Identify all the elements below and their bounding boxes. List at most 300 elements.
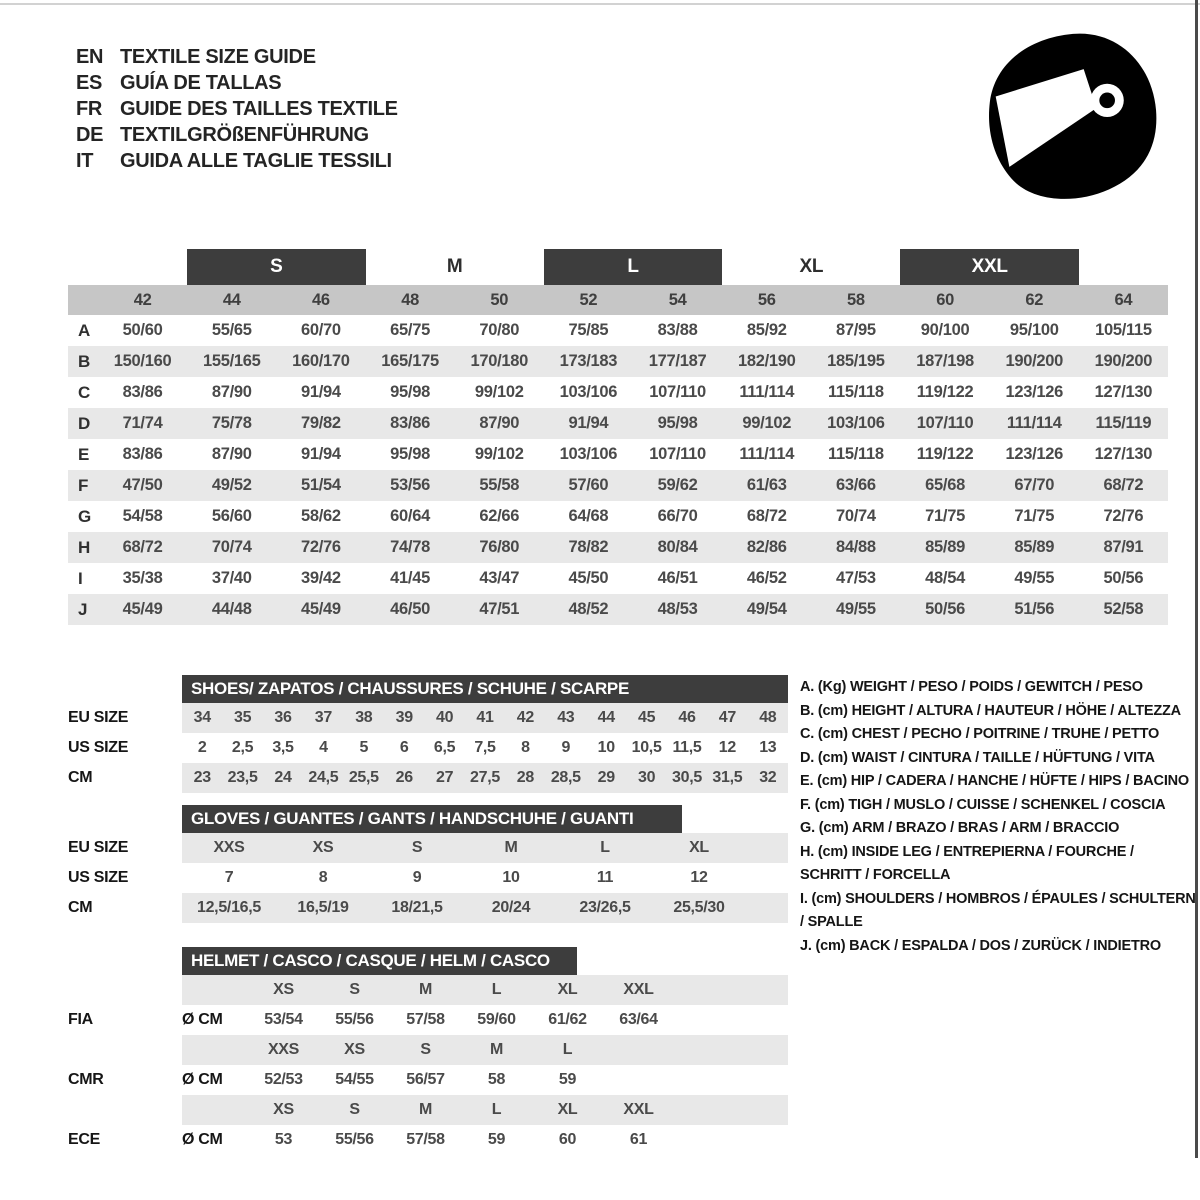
table-cell: 61/62 (548, 1011, 587, 1028)
table-cell: 68/72 (122, 538, 163, 556)
table-cell: S (420, 1041, 431, 1058)
table-cell: 62/66 (479, 507, 520, 525)
row-values (182, 1125, 788, 1155)
row-prefix: Ø CM (182, 1071, 223, 1088)
table-cell: 55/58 (479, 476, 520, 494)
language-line (76, 44, 398, 70)
footwear-gloves-helmet-tables (68, 675, 788, 1155)
row-label (68, 975, 182, 1005)
table-cell: 57/58 (406, 1011, 445, 1028)
language-code: ES (76, 72, 103, 94)
table-cell: 111/114 (739, 383, 795, 401)
table-cell: M (489, 1041, 504, 1058)
table-cell: 87/90 (479, 414, 520, 432)
size-number: 46 (312, 291, 330, 309)
size-number: 58 (847, 291, 865, 309)
table-cell: 9 (412, 869, 422, 886)
table-cell: 12 (690, 869, 708, 886)
table-cell: L (491, 981, 502, 998)
table-cell: 185/195 (827, 352, 885, 370)
row-label: CM (68, 899, 93, 916)
table-cell: 52/53 (264, 1071, 303, 1088)
table-cell: 107/110 (649, 445, 706, 463)
row-letter: J (78, 600, 88, 619)
table-cell: 105/115 (1095, 321, 1152, 339)
table-cell: 24 (274, 769, 292, 786)
size-group-xxl: XXL (900, 249, 1078, 285)
table-cell: 58/62 (301, 507, 341, 525)
measurement-row-a (68, 315, 1168, 346)
table-cell: 48/52 (568, 600, 609, 618)
table-cell: 75/78 (211, 414, 252, 432)
language-line (76, 122, 398, 148)
table-cell: 60/70 (301, 321, 341, 339)
table-cell: 190/200 (1005, 352, 1064, 370)
table-cell: 60/64 (390, 507, 430, 525)
table-cell: 49/55 (1014, 569, 1055, 587)
table-cell: 46/52 (746, 569, 787, 587)
gloves-size-table (68, 805, 788, 923)
table-cell: 59/60 (477, 1011, 516, 1028)
size-number: 50 (490, 291, 509, 309)
table-cell: 30,5 (672, 769, 702, 786)
table-cell: L (600, 839, 610, 856)
row-label: CMR (68, 1071, 104, 1088)
table-cell: 91/94 (301, 383, 341, 401)
table-cell: 127/130 (1094, 383, 1153, 401)
row-prefix (182, 975, 248, 1005)
table-cell: 70/74 (211, 538, 252, 556)
table-cell: 43/47 (479, 569, 520, 587)
row-letter: I (78, 569, 83, 588)
table-cell: 12,5/16,5 (196, 899, 262, 916)
table-cell: 10 (502, 869, 520, 886)
table-cell: 11 (596, 869, 614, 886)
table-cell: 12 (718, 739, 736, 756)
size-number: 42 (133, 291, 152, 309)
table-cell: 51/56 (1014, 600, 1055, 618)
table-cell: 16,5/19 (297, 899, 349, 916)
table-cell: 28,5 (550, 769, 581, 786)
table-cell: 3,5 (272, 739, 294, 756)
shoes-size-table (68, 675, 788, 793)
corner-cell (68, 285, 98, 315)
row-letter: D (78, 414, 90, 433)
row-label: EU SIZE (68, 839, 129, 856)
table-cell: 45 (637, 709, 656, 726)
table-cell: 190/200 (1094, 352, 1153, 370)
table-row (68, 1005, 788, 1035)
table-cell: 2 (197, 739, 207, 756)
row-prefix: Ø CM (182, 1011, 223, 1028)
measurement-row-c (68, 377, 1168, 408)
size-group-header-row (68, 249, 1168, 285)
table-cell: XS (344, 1041, 365, 1058)
table-cell: 59 (487, 1131, 506, 1148)
table-cell: 72/76 (301, 538, 341, 556)
table-row (68, 863, 788, 893)
table-cell: 71/75 (925, 507, 965, 525)
size-group-xl: XL (799, 256, 824, 277)
table-cell: 49/55 (836, 600, 876, 618)
legend-item: A. (Kg) WEIGHT / PESO / POIDS / GEWITCH / PESO (800, 679, 1143, 695)
measurement-row-d (68, 408, 1168, 439)
table-cell: 123/126 (1005, 445, 1064, 463)
table-cell: 70/80 (479, 321, 520, 339)
table-cell: 10 (597, 739, 615, 756)
helmet-size-table (68, 947, 788, 1155)
row-letter: H (78, 538, 90, 557)
table-cell: 115/118 (828, 445, 884, 463)
language-title-list (76, 44, 398, 174)
table-cell: 41/45 (390, 569, 430, 587)
table-cell: 111/114 (739, 445, 795, 463)
table-cell: XXL (623, 981, 654, 998)
table-cell: 34 (193, 709, 211, 726)
size-number: 62 (1025, 291, 1044, 309)
row-letter: F (78, 476, 89, 495)
table-cell: 11,5 (672, 739, 702, 756)
table-cell: 53/56 (390, 476, 430, 494)
row-label (68, 1095, 182, 1125)
size-number: 44 (222, 291, 241, 309)
table-cell: 68/72 (746, 507, 787, 525)
table-cell: 107/110 (916, 414, 974, 432)
legend-item: D. (cm) WAIST / CINTURA / TAILLE / HÜFTUNG / VITA (800, 749, 1155, 766)
size-number: 52 (579, 291, 598, 309)
table-cell: XXL (623, 1101, 654, 1118)
table-cell: 7 (224, 869, 234, 886)
table-cell: 23,5 (227, 769, 258, 786)
table-cell: 119/122 (916, 383, 974, 401)
row-values (182, 863, 788, 893)
table-cell: 60 (558, 1131, 577, 1148)
table-cell: 111/114 (1006, 414, 1062, 432)
table-cell: 99/102 (742, 414, 792, 432)
table-cell: 68/72 (1103, 476, 1144, 494)
gloves-table-title: GLOVES / GUANTES / GANTS / HANDSCHUHE / GUANTI (182, 805, 682, 833)
table-cell: 53 (274, 1131, 293, 1148)
language-line (76, 96, 398, 122)
table-cell: 155/165 (202, 352, 261, 370)
measurement-row-f (68, 470, 1168, 501)
table-cell: 83/86 (122, 445, 163, 463)
table-cell: 35 (233, 709, 252, 726)
table-cell: 39 (395, 709, 413, 726)
table-cell: 23/26,5 (579, 899, 631, 916)
table-cell: 67/70 (1014, 476, 1055, 494)
table-cell: 31,5 (712, 769, 743, 786)
table-cell: 123/126 (1005, 383, 1064, 401)
measurement-legend (800, 676, 1198, 958)
table-row (68, 1035, 788, 1065)
table-cell: 47 (718, 709, 736, 726)
table-row (68, 733, 788, 763)
table-cell: 83/86 (390, 414, 430, 432)
language-line (76, 148, 398, 174)
table-cell: 115/118 (828, 383, 884, 401)
table-cell: 54/55 (335, 1071, 374, 1088)
table-cell: 99/102 (474, 383, 524, 401)
row-values (182, 1005, 788, 1035)
table-cell: 87/90 (211, 383, 252, 401)
top-edge-line (0, 3, 1200, 5)
table-cell: 39/42 (301, 569, 341, 587)
table-cell: 44 (597, 709, 615, 726)
language-title: GUIDA ALLE TAGLIE TESSILI (120, 150, 392, 172)
language-title: GUIDE DES TAILLES TEXTILE (120, 98, 398, 120)
table-cell: 52/58 (1103, 600, 1144, 618)
legend-item: F. (cm) TIGH / MUSLO / CUISSE / SCHENKEL / COSCIA (800, 796, 1166, 813)
table-cell: 82/86 (746, 538, 787, 556)
table-cell: 160/170 (292, 352, 350, 370)
table-cell: 173/183 (559, 352, 618, 370)
table-cell: 26 (395, 769, 413, 786)
row-prefix: Ø CM (182, 1131, 223, 1148)
table-cell: 54/58 (122, 507, 163, 525)
table-cell: 50/56 (925, 600, 965, 618)
table-cell: 30 (637, 769, 656, 786)
measurement-rows (68, 315, 1168, 625)
row-values (182, 975, 788, 1005)
table-cell: 20/24 (491, 899, 531, 916)
table-cell: 6,5 (433, 739, 456, 756)
table-cell: 47/51 (479, 600, 520, 618)
table-cell: 91/94 (301, 445, 341, 463)
table-cell: 91/94 (568, 414, 609, 432)
table-cell: 119/122 (916, 445, 974, 463)
racing-helmet-icon (972, 28, 1168, 204)
row-values (182, 733, 788, 763)
table-cell: 9 (561, 739, 571, 756)
table-cell: 47/50 (122, 476, 163, 494)
table-cell: 41 (476, 709, 494, 726)
table-cell: 53/54 (264, 1011, 303, 1028)
table-cell: 85/89 (925, 538, 965, 556)
legend-item: J. (cm) BACK / ESPALDA / DOS / ZURÜCK / INDIETRO (800, 937, 1161, 954)
table-cell: 48 (759, 709, 777, 726)
language-code: EN (76, 46, 104, 68)
table-cell: 28 (516, 769, 534, 786)
table-cell: 83/88 (657, 321, 698, 339)
table-cell: L (491, 1101, 502, 1118)
table-cell: 63/64 (619, 1011, 658, 1028)
language-code: DE (76, 124, 104, 146)
table-cell: 49/54 (746, 600, 787, 618)
table-cell: 61/63 (746, 476, 787, 494)
table-cell: 37/40 (211, 569, 252, 587)
language-code: FR (76, 98, 103, 120)
table-cell: M (504, 839, 518, 856)
row-label: ECE (68, 1131, 100, 1148)
table-cell: 24,5 (308, 769, 339, 786)
row-label: US SIZE (68, 739, 129, 756)
table-cell: 170/180 (470, 352, 529, 370)
row-label: EU SIZE (68, 709, 129, 726)
row-letter: E (78, 445, 90, 464)
helmet-table-title: HELMET / CASCO / CASQUE / HELM / CASCO (182, 947, 577, 975)
table-cell: 59/62 (657, 476, 698, 494)
table-cell: 87/90 (211, 445, 252, 463)
row-label: CM (68, 769, 93, 786)
table-cell: 95/98 (390, 383, 430, 401)
textile-size-table (68, 249, 1168, 625)
legend-item: H. (cm) INSIDE LEG / ENTREPIERNA / FOURCHE / SCHRITT / FORCELLA (800, 843, 1134, 883)
table-cell: 32 (759, 769, 777, 786)
table-cell: 95/100 (1009, 321, 1059, 339)
table-cell: S (349, 981, 360, 998)
table-cell: 115/119 (1095, 414, 1152, 432)
table-cell: XL (689, 839, 709, 856)
table-cell: 49/52 (211, 476, 252, 494)
table-cell: 38 (355, 709, 373, 726)
table-cell: 85/92 (746, 321, 787, 339)
table-cell: XXS (267, 1041, 300, 1058)
table-cell: 45/50 (568, 569, 609, 587)
table-cell: XXS (213, 839, 245, 856)
table-cell: 4 (319, 739, 328, 756)
legend-item: E. (cm) HIP / CADERA / HANCHE / HÜFTE / HIPS / BACINO (800, 773, 1189, 789)
table-cell (603, 1035, 674, 1065)
table-cell: XS (312, 839, 334, 856)
table-cell: 45/49 (122, 600, 163, 618)
table-cell: 23 (193, 769, 211, 786)
table-cell: 36 (274, 709, 292, 726)
table-cell: 57/58 (406, 1131, 445, 1148)
table-cell: 10,5 (631, 739, 662, 756)
table-cell: 13 (759, 739, 777, 756)
measurement-row-i (68, 563, 1168, 594)
table-cell: M (418, 981, 433, 998)
table-cell: 48/54 (925, 569, 965, 587)
size-number: 54 (668, 291, 687, 309)
table-cell: 56/57 (406, 1071, 445, 1088)
row-values (182, 763, 788, 793)
table-cell: 85/89 (1014, 538, 1055, 556)
row-values (182, 1035, 788, 1065)
visor-pivot-inner (1099, 93, 1115, 109)
table-cell: 71/75 (1014, 507, 1055, 525)
table-cell: 55/56 (335, 1011, 374, 1028)
table-cell: 27,5 (470, 769, 500, 786)
row-values (182, 893, 788, 923)
table-cell: 84/88 (836, 538, 876, 556)
table-cell: 56/60 (211, 507, 252, 525)
table-cell: 65/68 (925, 476, 965, 494)
table-cell: 8 (521, 739, 530, 756)
table-cell: 37 (314, 709, 332, 726)
table-cell: 25,5 (348, 769, 379, 786)
size-number: 56 (757, 291, 776, 309)
table-cell: 29 (597, 769, 615, 786)
table-cell: 95/98 (390, 445, 430, 463)
table-row (68, 763, 788, 793)
size-group-s: S (187, 249, 365, 285)
table-cell: 99/102 (474, 445, 524, 463)
table-cell: 70/74 (836, 507, 876, 525)
size-group-l: L (544, 249, 722, 285)
table-cell: 59 (558, 1071, 577, 1088)
table-cell: 27 (435, 769, 454, 786)
table-cell: 187/198 (916, 352, 974, 370)
table-cell: 87/91 (1103, 538, 1144, 556)
table-cell: 127/130 (1094, 445, 1153, 463)
table-cell: 50/56 (1103, 569, 1144, 587)
table-cell: 55/56 (335, 1131, 374, 1148)
table-row (68, 893, 788, 923)
size-group-m: M (446, 256, 463, 277)
table-cell: 47/53 (836, 569, 876, 587)
table-cell: 80/84 (657, 538, 698, 556)
table-cell: 5 (359, 739, 369, 756)
table-cell: S (411, 839, 423, 856)
table-cell: M (418, 1101, 433, 1118)
table-cell: L (562, 1041, 573, 1058)
table-cell: 35/38 (122, 569, 163, 587)
table-cell: 63/66 (836, 476, 876, 494)
row-label (68, 1035, 182, 1065)
table-cell: 50/60 (122, 321, 163, 339)
table-cell: 95/98 (657, 414, 698, 432)
table-cell (603, 1065, 674, 1095)
table-cell: 107/110 (649, 383, 706, 401)
table-cell: 46/50 (390, 600, 430, 618)
table-cell: 76/80 (479, 538, 520, 556)
table-cell: 7,5 (474, 739, 496, 756)
table-cell: 66/70 (657, 507, 698, 525)
measurement-row-e (68, 439, 1168, 470)
language-title: TEXTILE SIZE GUIDE (120, 46, 316, 68)
language-title: GUÍA DE TALLAS (120, 72, 282, 94)
size-number: 64 (1114, 291, 1133, 309)
row-letter: B (78, 352, 90, 371)
legend-item: G. (cm) ARM / BRAZO / BRAS / ARM / BRACCIO (800, 820, 1120, 836)
table-cell: 90/100 (920, 321, 970, 339)
table-row (68, 703, 788, 733)
table-cell: 51/54 (301, 476, 341, 494)
size-number: 48 (401, 291, 419, 309)
legend-item: B. (cm) HEIGHT / ALTURA / HAUTEUR / HÖHE / ALTEZZA (800, 702, 1181, 719)
row-letter: A (78, 321, 90, 340)
table-cell: 43 (557, 709, 575, 726)
table-row (68, 1065, 788, 1095)
table-cell: 6 (399, 739, 409, 756)
table-cell: 8 (318, 869, 328, 886)
language-code: IT (76, 150, 94, 172)
table-cell: 46 (678, 709, 696, 726)
size-number: 60 (936, 291, 954, 309)
table-cell: 2,5 (231, 739, 254, 756)
section-gap (68, 923, 788, 947)
table-row (68, 1125, 788, 1155)
row-values (182, 833, 788, 863)
table-cell: 46/51 (657, 569, 698, 587)
table-cell: 74/78 (390, 538, 430, 556)
table-cell: 182/190 (737, 352, 796, 370)
table-cell: 45/49 (301, 600, 341, 618)
table-cell: 65/75 (390, 321, 430, 339)
table-cell: 78/82 (568, 538, 609, 556)
measurement-row-h (68, 532, 1168, 563)
row-prefix (182, 1095, 248, 1125)
table-row (68, 833, 788, 863)
table-cell: 87/95 (836, 321, 876, 339)
table-cell: XL (557, 981, 578, 998)
table-cell: XS (273, 981, 294, 998)
measurement-row-g (68, 501, 1168, 532)
table-cell: 55/65 (211, 321, 252, 339)
legend-item: I. (cm) SHOULDERS / HOMBROS / ÉPAULES / SCHULTERN / SPALLE (800, 890, 1196, 930)
